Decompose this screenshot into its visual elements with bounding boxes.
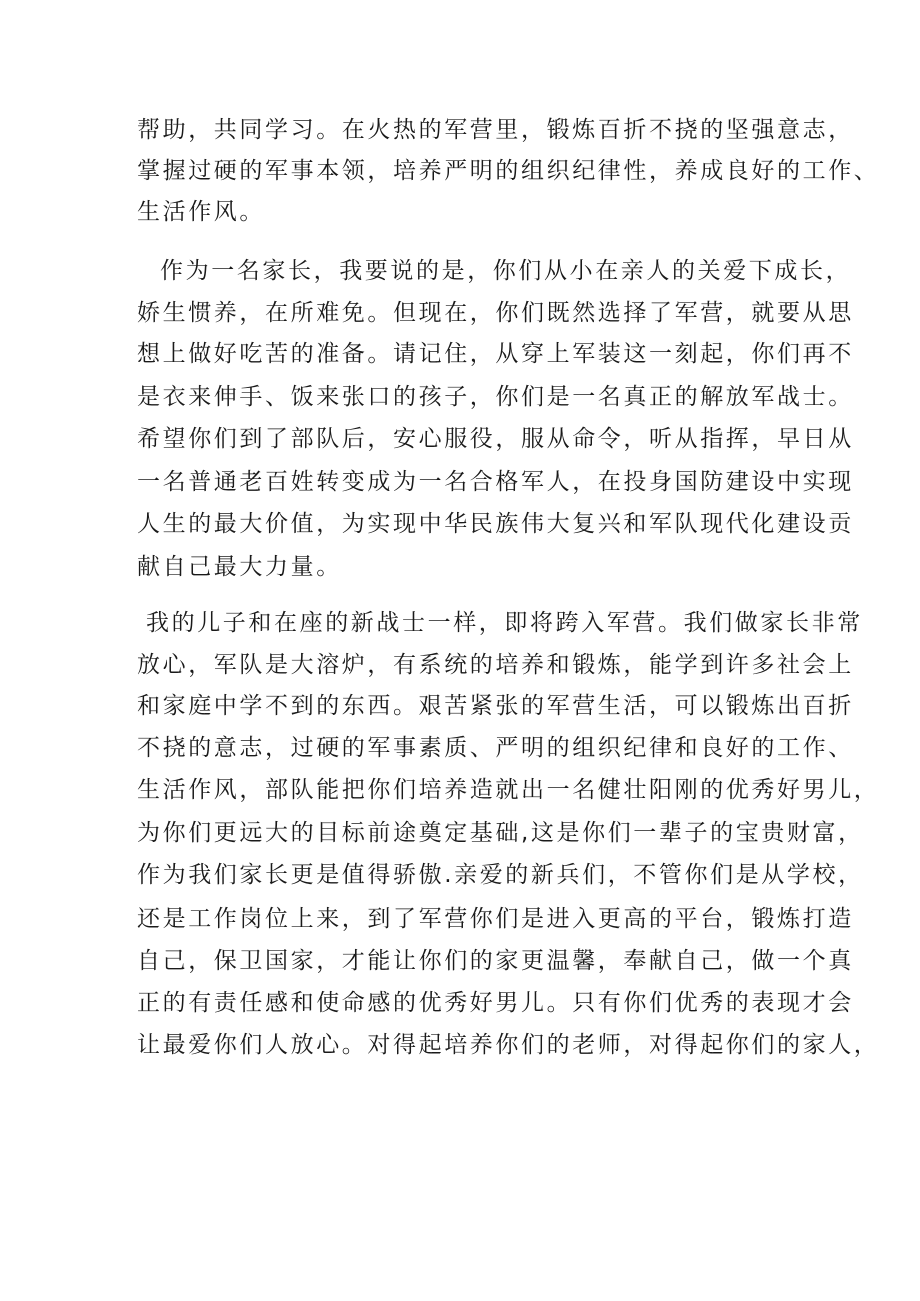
paragraph-line: 献自己最大力量。	[137, 554, 342, 580]
paragraph-line: 一名普通老百姓转变成为一名合格军人，在投身国防建设中实现	[137, 469, 854, 495]
paragraph-line: 为你们更远大的目标前途奠定基础,这是你们一辈子的宝贵财富，	[137, 820, 864, 846]
paragraph-line: 还是工作岗位上来，到了军营你们是进入更高的平台，锻炼打造	[137, 906, 854, 932]
paragraph-line: 人生的最大价值，为实现中华民族伟大复兴和军队现代化建设贡	[137, 511, 854, 537]
paragraph-line: 生活作风。	[137, 199, 265, 225]
paragraph-line: 放心，军队是大溶炉，有系统的培养和锻炼，能学到许多社会上	[137, 652, 854, 678]
paragraph-line: 正的有责任感和使命感的优秀好男儿。只有你们优秀的表现才会	[137, 990, 854, 1016]
paragraph-line: 作为一名家长，我要说的是，你们从小在亲人的关爱下成长，	[160, 258, 852, 284]
paragraph-line: 娇生惯养，在所难免。但现在，你们既然选择了军营，就要从思	[137, 300, 854, 326]
paragraph-line: 和家庭中学不到的东西。艰苦紧张的军营生活，可以锻炼出百折	[137, 693, 854, 719]
paragraph-line: 帮助，共同学习。在火热的军营里，锻炼百折不挠的坚强意志，	[137, 117, 854, 143]
paragraph-line: 希望你们到了部队后，安心服役，服从命令，听从指挥，早日从	[137, 426, 854, 452]
paragraph-line: 想上做好吃苦的准备。请记住，从穿上军装这一刻起，你们再不	[137, 341, 854, 367]
paragraph-line: 让最爱你们人放心。对得起培养你们的老师，对得起你们的家人，	[137, 1032, 880, 1058]
paragraph-line: 是衣来伸手、饭来张口的孩子，你们是一名真正的解放军战士。	[137, 384, 854, 410]
paragraph-line: 掌握过硬的军事本领，培养严明的组织纪律性，养成良好的工作、	[137, 158, 880, 184]
paragraph-line: 不挠的意志，过硬的军事素质、严明的组织纪律和良好的工作、	[137, 735, 854, 761]
paragraph-line: 生活作风，部队能把你们培养造就出一名健壮阳刚的优秀好男儿，	[137, 777, 880, 803]
paragraph-line: 作为我们家长更是值得骄傲.亲爱的新兵们，不管你们是从学校，	[137, 862, 864, 888]
paragraph-line: 自己，保卫国家，才能让你们的家更温馨，奉献自己，做一个真	[137, 948, 854, 974]
paragraph-line: 我的儿子和在座的新战士一样，即将跨入军营。我们做家长非常	[146, 610, 863, 636]
